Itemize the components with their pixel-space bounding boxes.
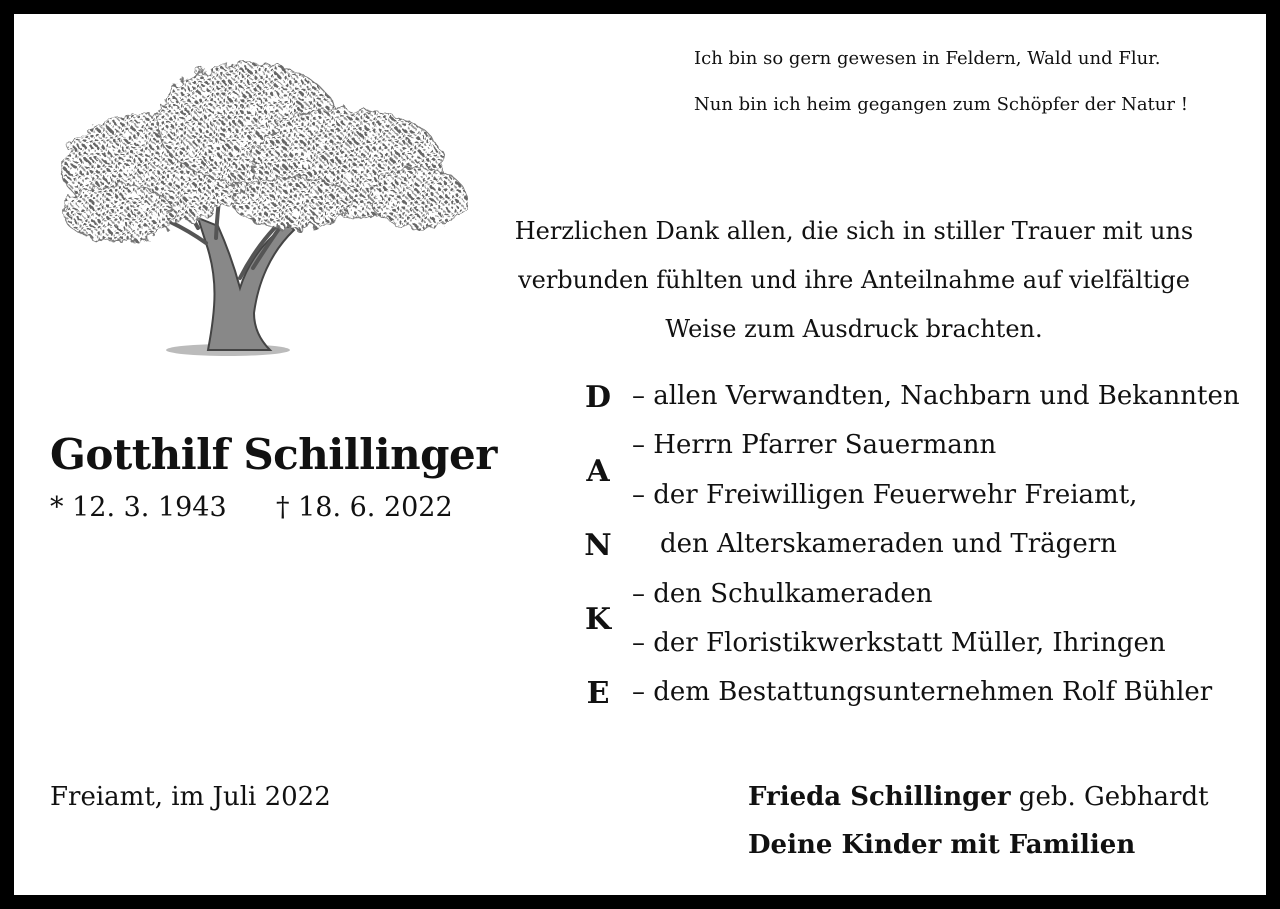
thanks-line-3: Weise zum Ausdruck brachten. (665, 315, 1043, 343)
danke-item: – den Schulkameraden (632, 579, 933, 609)
thanks-line-2: verbunden fühlten und ihre Anteilnahme auf vielfältige (518, 266, 1190, 294)
deceased-name: Gotthilf Schillinger (50, 430, 497, 479)
danke-item: – der Floristikwerkstatt Müller, Ihringen (632, 628, 1166, 658)
signature-1-maiden: geb. Gebhardt (1010, 782, 1209, 812)
danke-item: – allen Verwandten, Nachbarn und Bekannten (632, 381, 1240, 411)
poem-line-2: Nun bin ich heim gegangen zum Schöpfer der Natur ! (694, 94, 1188, 115)
death-date: † 18. 6. 2022 (276, 492, 453, 523)
danke-letter-k: K (584, 602, 612, 637)
signature-1-name: Frieda Schillinger (748, 782, 1011, 812)
danke-item: – dem Bestattungsunternehmen Rolf Bühler (632, 677, 1213, 707)
danke-letter-e: E (586, 676, 610, 711)
tree-icon (48, 38, 468, 358)
thanks-paragraph (484, 207, 1224, 354)
thanks-line-1: Herzlichen Dank allen, die sich in stiller Trauer mit uns (514, 217, 1194, 245)
danke-letter-d: D (584, 380, 611, 415)
signature-2: Deine Kinder mit Familien (748, 830, 1136, 860)
danke-item: – der Freiwilligen Feuerwehr Freiamt, (632, 480, 1138, 510)
danke-item: – Herrn Pfarrer Sauermann (632, 430, 997, 460)
danke-letter-n: N (584, 528, 612, 563)
obituary-card (14, 14, 1266, 895)
danke-item: den Alterskameraden und Trägern (660, 529, 1117, 559)
signature-1 (748, 782, 1209, 812)
danke-letter-a: A (586, 454, 610, 489)
poem-line-1: Ich bin so gern gewesen in Feldern, Wald und Flur. (694, 48, 1161, 69)
place-date: Freiamt, im Juli 2022 (50, 782, 331, 812)
birth-date: * 12. 3. 1943 (50, 492, 227, 523)
